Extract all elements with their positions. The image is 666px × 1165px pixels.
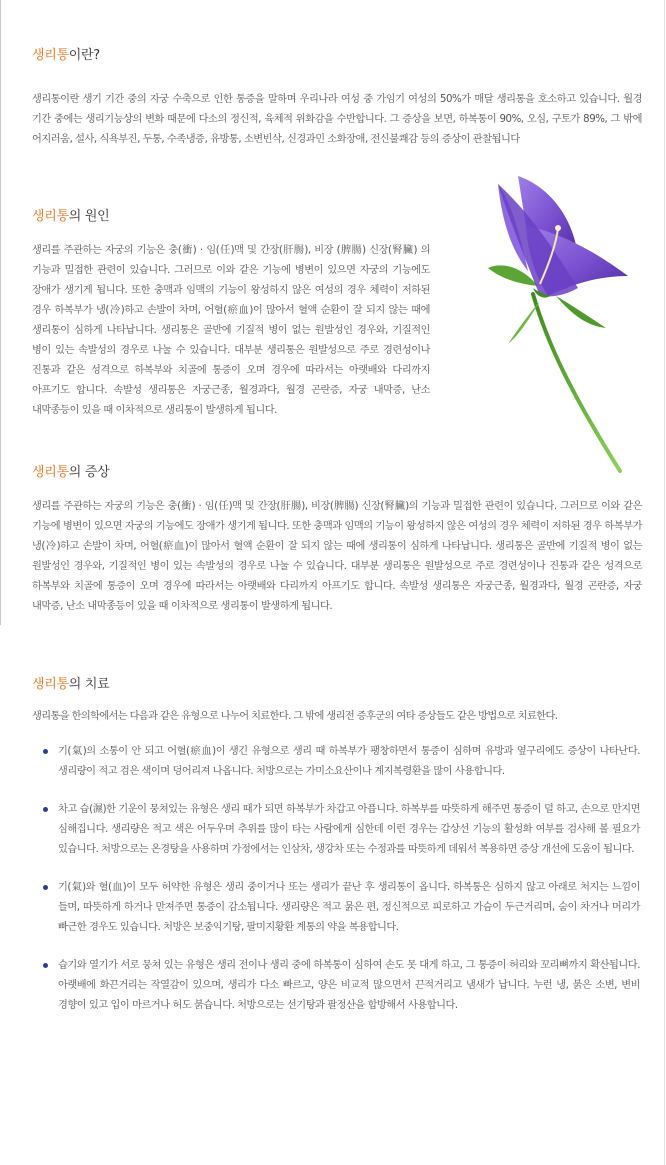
bullet-dot-icon (43, 807, 48, 812)
treatment-intro: 생리통을 한의학에서는 다음과 같은 유형으로 나누어 치료한다. 그 밖에 생리전 증후군의 여타 증상들도 같은 방법으로 치료한다. (32, 711, 558, 722)
symptom-heading-rest: 의 증상 (68, 465, 110, 480)
cause-heading-highlight: 생리통 (32, 209, 69, 224)
list-item (40, 956, 640, 1016)
cause-body: 생리를 주관하는 자궁의 기능은 충(衝) · 임(任)맥 및 간장(肝腸), 비장 (脾腸) 신장(腎臟) 의 기능과 밀접한 관련이 있습니다. 그러므로 이와 같은 기능에 병변이 있으면 자궁의 기능에도 장애가 생기게 됩니다. 또한 충맥과 임맥의 기능이 왕성하지 않은 여성의 경우 체력이 저하된 경우 하복부가 냉(冷)하고 손발이 차며, 어혈(瘀血)이 많아서 혈액 순환이 잘 되지 않는 때에 생리통이 심하게 나타납니다. 생리통은 골반에 기질적 병이 없는 원발성인 경우와, 기질적인 병이 있는 속발성의 경우로 나눌 수 있습니다. 대부분 생리통은 원발성으로 주로 경련성이나 진통과 같은 성격으로 하복부와 치골에 통증이 오며 경우에 따라서는 아랫배와 다리까지 아프기도 합니다. 속발성 생리통은 자궁근종, 월경과다, 월경 곤란증, 자궁 내막증, 난소 내막종등이 있을 때 이차적으로 생리통이 발생하게 됩니다. (32, 245, 430, 416)
symptom-body: 생리를 주관하는 자궁의 기능은 충(衝) · 임(任)맥 및 간장(肝腸), 비장(脾腸) 신장(腎臟)의 기능과 밀접한 관련이 있습니다. 그러므로 이와 같은 기능에 병변이 있으면 자궁의 기능에도 장애가 생기게 됩니다. 또한 충맥과 임맥의 기능이 왕성하지 않은 여성의 경우 체력이 저하된 경우 하복부가 냉(冷)하고 손발이 차며, 어혈(瘀血)이 많아서 혈액 순환이 잘 되지 않는 때에 생리통이 심하게 나타납니다. 생리통은 골반에 기질적 병이 없는 원발성인 경우와, 기질적인 병이 있는 속발성의 경우로 나눌 수 있습니다. 대부분 생리통은 원발성으로 주로 경련성이나 진통과 같은 성격으로 하복부와 치골에 통증이 오며 경우에 따라서는 아랫배와 다리까지 아프기도 합니다. 속발성 생리통은 자궁근종, 월경과다, 월경 곤란증, 자궁 내막증, 난소 내막종등이 있을 때 이차적으로 생리통이 발생하게 됩니다. (32, 501, 642, 612)
definition-heading-highlight: 생리통 (32, 48, 69, 63)
cause-heading (32, 205, 109, 224)
definition-body: 생리통이란 생기 기간 중의 자궁 수축으로 인한 통증을 말하며 우리나라 여성 중 가임기 여성의 50%가 매달 생리통을 호소하고 있습니다. 월경 기간 중에는 생리기능상의 변화 때문에 다소의 정신적, 육체적 위화감을 수반합니다. 그 증상을 보면, 하복통이 90%, 오심, 구토가 89%, 그 밖에 어지러움, 설사, 식욕부진, 두통, 수족냉증, 유방통, 소변빈삭, 신경과민 소화장애, 전신불쾌감 등의 증상이 관찰됩니다 (32, 94, 642, 145)
treatment-item-text: 기(氣)의 소통이 안 되고 어혈(瘀血)이 생긴 유형으로 생리 때 하복부가 팽창하면서 통증이 심하며 유방과 옆구리에도 증상이 나타난다. 생리량이 적고 검은 색이며 덩어리져 나옵니다. 처방으로는 가미소요산이나 계지복령환을 많이 사용합니다. (58, 746, 640, 777)
treatment-item-text: 차고 습(濕)한 기운이 뭉쳐있는 유형은 생리 때가 되면 하복부가 차갑고 아픕니다. 하복부를 따뜻하게 해주면 통증이 덜 하고, 손으로 만지면 심해집니다. 생리량은 적고 색은 어두우며 추위를 많이 타는 사람에게 심한데 이런 경우는 갑상선 기능의 활성화 여부를 검사해 볼 필요가 있습니다. 처방으로는 온경탕을 사용하며 가정에서는 인삼차, 생강차 또는 수정과를 따뜻하게 데워서 복용하면 증상 개선에 도움이 됩니다. (58, 804, 640, 855)
list-item (40, 742, 640, 782)
treatment-item-text: 습기와 열기가 서로 뭉쳐 있는 유형은 생리 전이나 생리 중에 하복통이 심하여 손도 못 대게 하고, 그 통증이 허리와 꼬리뼈까지 확산됩니다. 아랫배에 화끈거리는 작열감이 있으며, 생리가 다소 빠르고, 양은 비교적 많으면서 끈적거리고 냄새가 납니다. 누런 냉, 붉은 소변, 변비 경향이 있고 입이 마르거나 허도 붉습니다. 처방으로는 선기탕과 팔정산을 합방해서 사용합니다. (58, 960, 640, 1011)
bullet-dot-icon (43, 749, 48, 754)
symptom-heading (32, 461, 109, 480)
bullet-dot-icon (43, 885, 48, 890)
treatment-list (40, 742, 640, 1034)
treatment-heading-rest: 의 치료 (68, 677, 110, 692)
treatment-heading-highlight: 생리통 (32, 677, 69, 692)
list-item (40, 878, 640, 938)
treatment-heading (32, 673, 109, 692)
definition-heading (32, 44, 100, 63)
bullet-dot-icon (43, 963, 48, 968)
definition-heading-rest: 이란? (68, 48, 100, 63)
cause-heading-rest: 의 원인 (68, 209, 110, 224)
symptom-heading-highlight: 생리통 (32, 465, 69, 480)
list-item (40, 800, 640, 860)
treatment-item-text: 기(氣)와 혈(血)이 모두 허약한 유형은 생리 중이거나 또는 생리가 끝난 후 생리통이 옵니다. 하복통은 심하지 않고 아래로 처지는 느낌이 들며, 따뜻하게 하거나 만져주면 통증이 감소됩니다. 생리량은 적고 묽은 편, 정신적으로 피로하고 가슴이 두근거리며, 숨이 차거나 머리가 빠근한 경우도 있습니다. 처방은 보중익기탕, 팔미지황환 계통의 약을 복용합니다. (58, 882, 640, 933)
left-border-line (0, 0, 1, 625)
bellflower-illustration (478, 176, 633, 476)
